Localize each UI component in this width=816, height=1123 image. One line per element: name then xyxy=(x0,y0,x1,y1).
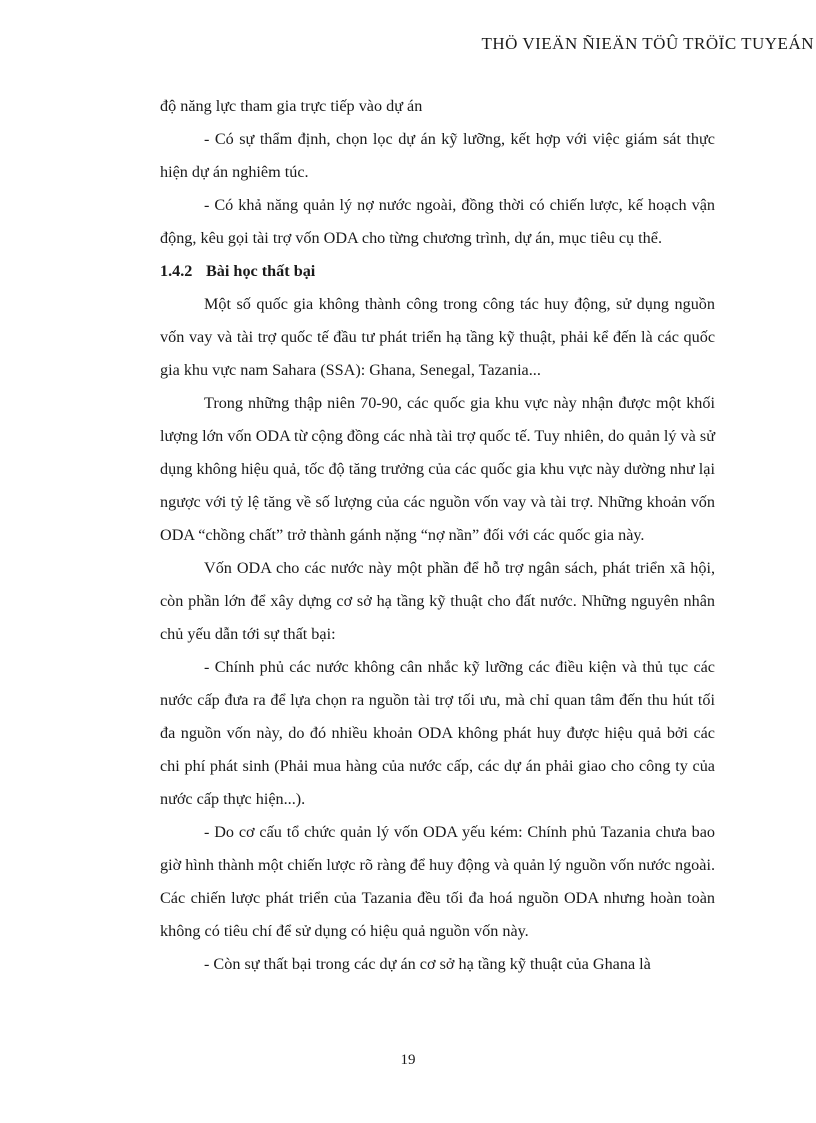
continued-line: độ năng lực tham gia trực tiếp vào dự án xyxy=(160,97,423,115)
page-header: THÖ VIEÄN ÑIEÄN TÖÛ TRÖÏC TUYEÁN xyxy=(481,34,814,53)
list-item: - Do cơ cấu tổ chức quản lý vốn ODA yếu kém: Chính phủ Tazania chưa bao giờ hình thành một chiến lược rõ ràng để huy động và quản lý nguồn vốn nước ngoài. Các chiến lược phát triển của Tazania đều tối đa hoá nguồn ODA nhưng hoàn toàn không có tiêu chí để sử dụng có hiệu quả nguồn vốn này. xyxy=(160,823,715,940)
section-title: Bài học thất bại xyxy=(206,262,316,280)
list-item: - Có sự thẩm định, chọn lọc dự án kỹ lưỡng, kết hợp với việc giám sát thực hiện dự án nghiêm túc. xyxy=(160,130,715,181)
list-item: - Có khả năng quản lý nợ nước ngoài, đồng thời có chiến lược, kế hoạch vận động, kêu gọi tài trợ vốn ODA cho từng chương trình, dự án, mục tiêu cụ thể. xyxy=(160,196,715,247)
document-body xyxy=(160,90,715,981)
section-heading xyxy=(160,255,715,288)
paragraph: Trong những thập niên 70-90, các quốc gia khu vực này nhận được một khối lượng lớn vốn ODA từ cộng đồng các nhà tài trợ quốc tế. Tuy nhiên, do quản lý và sử dụng không hiệu quả, tốc độ tăng trưởng của các quốc gia khu vực này dường như lại ngược với tỷ lệ tăng về số lượng của các nguồn vốn vay và tài trợ. Những khoản vốn ODA “chồng chất” trở thành gánh nặng “nợ nần” đối với các quốc gia này. xyxy=(160,394,715,544)
section-number: 1.4.2 xyxy=(160,262,193,280)
page-number: 19 xyxy=(400,1052,416,1068)
list-item: - Còn sự thất bại trong các dự án cơ sở hạ tầng kỹ thuật của Ghana là xyxy=(204,955,651,973)
paragraph: Vốn ODA cho các nước này một phần để hỗ trợ ngân sách, phát triển xã hội, còn phần lớn để xây dựng cơ sở hạ tầng kỹ thuật cho đất nước. Những nguyên nhân chủ yếu dẫn tới sự thất bại: xyxy=(160,559,715,643)
paragraph: Một số quốc gia không thành công trong công tác huy động, sử dụng nguồn vốn vay và tài trợ quốc tế đầu tư phát triển hạ tầng kỹ thuật, phải kể đến là các quốc gia khu vực nam Sahara (SSA): Ghana, Senegal, Tazania... xyxy=(160,295,715,379)
list-item: - Chính phủ các nước không cân nhắc kỹ lưỡng các điều kiện và thủ tục các nước cấp đưa ra để lựa chọn ra nguồn tài trợ tối ưu, mà chỉ quan tâm đến thu hút tối đa nguồn vốn này, do đó nhiều khoản ODA không phát huy được hiệu quả bởi các chi phí phát sinh (Phải mua hàng của nước cấp, các dự án phải giao cho công ty của nước cấp thực hiện...). xyxy=(160,658,715,808)
